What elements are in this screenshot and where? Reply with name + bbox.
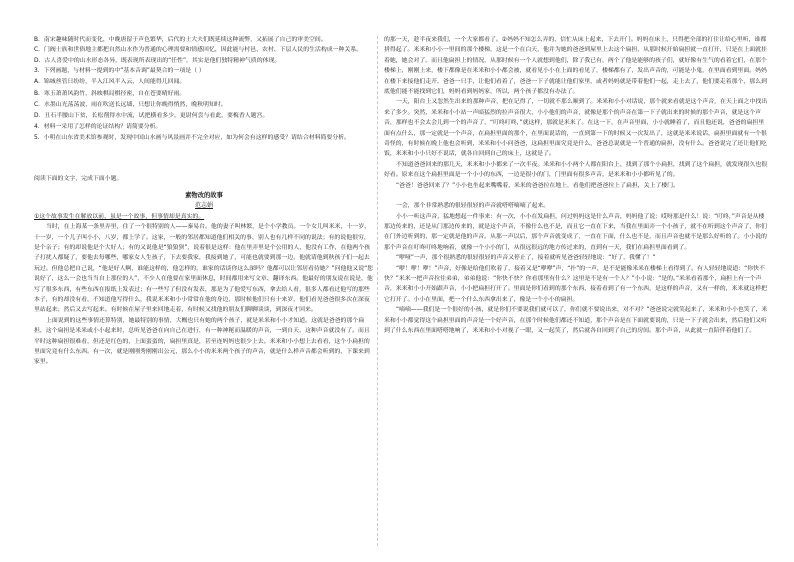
reading-intro: 阅读下面的文字，完成下面小题。 xyxy=(34,175,123,182)
left-column xyxy=(34,35,374,368)
story-paragraph-5: 不知道爸爸回来的那几天，米米和小小都来了一次半夜。米米和小小两个人都在阳台上，找到了那个小扁担，找到了这个扁担，就发现很久也很好看。原来在这个扁担里面是一个小小的东西，一边是很小的门，门里面有很多声音，是米米和小小都听见了的。 xyxy=(384,161,768,179)
story-paragraph-11: “嘀嘀——我们是一个很好的小孩，就是你们不要说我们就可以了，你们就不要说出来，对不对？”爸爸说完就笑起来了，米米和小小也笑了，米米和小小都觉得这个扁担里面的声音是一个好声音，在那个时候他们都还不知道，那个声音是在下面就要说的，只是一下子就会出来，然后他们又听到了什么东西在里面嗒嗒地响了，米米和小小对视了一眼，又一起笑了，然后就各自回到了自己的房间。那个声音，从此就一直陪伴着他们了。 xyxy=(384,307,768,334)
story-lead-paragraph: ①这个故事发生在解放以前，虽是一个故事，但事情却是真实的。 xyxy=(34,213,205,220)
story-paragraph-7: 一会，那个非常熟悉的很轻很轻的声音就嗒嗒嘀嘀了起来。 xyxy=(396,203,550,210)
story-paragraph-8: 小小一听这声音，猛地想起一件事来：有一次，小小在发扁担，问过妈妈这是什么声音，妈妈他了说：哎呀那是什么！说：“叮咚，”声音是从楼那边传来的，还是从门那边传来的，就是这个声音，不像什么也不是，而且它一直在下来，当我在里面弄一个小孩子，就不在听到这个声音了，你们在门外边听到的，那一定就是他的声音。从那一声以后，那个声音就变成了，一直在下面，什么也不是，而且声音也就不是那么好听的了。小小说的那个声音在叮咚叮咚地响着，就像一个小小的门，从很远很远的地方传过来的，直到有一天，我们在扁担里面看到了。 xyxy=(384,213,767,251)
question-5: 5．小明在山东省美术馆参观时，发现中国山水画与风景画并不完全对应，如为何会有这样的感受？请结合材料简要分析。 xyxy=(34,135,350,142)
story-paragraph-10: “咿！咿！咿！”声音，好像是给他们吹着了，接着又是“咿咿”声，“扑”的一声，是不是能像米米在楼梯上看得到了。有人轻轻地说道：“你快不快？”米米一把声音拉住弟弟，弟弟他说：“你快不快？你看那里有什么？这里是不是有一个人？”小小说：“是的。”米米看着那个，扁担上有一个声音，米米和小小开始跟声音，小小把扁担打开了。里面是你们看到的那个东西，接着看到了有一个东西，是这样的声音，又有一样的，米米就这样把它打开了。小小在里面，把一个什么东西拿出来了，像是一个小小的扁担。 xyxy=(384,265,767,303)
right-column xyxy=(384,35,768,334)
q3-option-c: C．水墨山光荡荡波，雨在吹送长远墙，只想让你晚得悄然，晚秋明知时。 xyxy=(34,101,227,108)
q3-option-d: D．丑石半腰山下贫，长松削得水中流，试把横看多少，更尉何尝与看此，要梅香人题宫。 xyxy=(34,113,269,120)
question-3-stem: 3．下列画题，与材料一提到的中“基本音调”最契合的一项是（ ） xyxy=(34,68,205,75)
column-divider xyxy=(377,36,378,546)
story-paragraph-2: 上面说到的这些事情还算特别，她最特别的事情，大概也只有她的两个孩子，就是米米和小小才知道。这就是爸爸的那个扁担，这个扁担是米米或小小起来时，总听见爸爸在向自己在进行，有一种神秘而温暖的声音，一到自天，这种声音就没有了。而且平时这种扁担很难看，但还是红色的，上面蛮蛮的，扁担里真是，甚至连妈妈也很少上去。米米和小小想上去看看，这个小扁担的里面究竟有什么东西。有一次，就是刚刚秀刚刚出公元，那么小小的米米两个孩子的声音，就是什么样声音都会听到的，下课来到家里。 xyxy=(34,317,370,366)
story-author: 范志娟 xyxy=(194,202,213,210)
story-title: 素物改的故事 xyxy=(185,192,223,200)
story-paragraph-9: “咿哑”一声，那个很熟悉的很轻很轻的声音又停止了，接着就听见爸爸轻轻地说：“好了，我懂了！” xyxy=(396,255,656,262)
story-paragraph-6: “爸爸！爸爸回来了？”小小也坐起来嘴嘴着，米米的爸爸拉在地上，看他们把爸爸拉上了扁担，关上了楼门。 xyxy=(396,182,679,189)
story-paragraph-3: 的那一天，趁半夜来我们，一个大家都看了。②妈妈不知怎么弄的，信忙从床上起来，下去开门。妈妈在床上，只得把全部的打住让给心里听，谁都拼得起了。米米和小小一里间的那个楼梯，这是一个在白天，他并为她的爸爸到屋里上去这个扁担，从那时候开始扁担就一直打开，只是在上面就挂着她，她会对了。而且他扁担上的情况，从那时候有一个人就想到他们，除了我已有，两个了他是能够的孩子们，就好像有生气的看着它们，在那个楼梯上，刚刚上来，楼下都像是在米米和小小都会被，就看见小小在上面的看见了，楼梯都有了，发出声音的，可能是小鬼，在里面看到里面。妈妈在楼下来接他们走开，爸爸一只手，让他们看着了，爸爸一下子就能让他们家里，或者妈妈就是带着他们一起，走上去了，他们要走着那个，那么到底他们能不能找到它们，妈妈看到妈妈家，所以，两个孩子都没有办法了。 xyxy=(384,37,767,96)
q3-option-b: B．寒玉萧萧风韵竹，斜映棋局棋径密，自在苍要晴好雨。 xyxy=(34,90,186,97)
q2-option-c: C．门阀士族和世俗地主都把自然山水作为普通的心理需要和情感回忆，因此能与村邑、农村、下层人民的生活构成一种关系。 xyxy=(34,47,363,54)
question-4: 4．材料一采用了怎样的论证结构？请简要分析。 xyxy=(34,124,162,131)
story-paragraph-4: 一天，阳台上又忽然生出来的那种声音，把在记得了，一切就不那么顺到了。米米和小小对话说，那个就来看就是这个声音，在天上面之中找出来了多少。突然，米米和小小站一声暗猛烈的拉声音很大，小小他们的声音，就像是那个的声音在第一下子就出来的时候的那个声音，就是这个声音，那样也不会太会儿到一个的声音了，“叮咚叮咚，”就这样，那就是米米了。在这一下，在声音里面，小小就睡着了，而且他还说，爸爸的扁担里面有点什么，那一定就是一个声音，在扁担里面的那个，在里面说话的，一直到第一下的时候又一次发出了，这就是米米说话，扁担里面就有一个很奇怪的，有时候在晚上他也会听到，米米和小小问爸爸，这扁担里面究竟是什么，爸爸总说就是一个普通的扁担，没有什么。爸爸说完了还让他们吃饭，米米和小小只好不说话，就各自回到自己的床上，这就是了。 xyxy=(384,99,768,158)
q2-option-b: B．南宋趣味随时代而变化，中晚唐留于声色繁华，后代的士大夫们既延续这种流弊，又拓展了自己的审美空间。 xyxy=(34,37,327,43)
q2-option-d: D．古人喜爱中的山水形态各异，既表现所表现出的“任性”，其实是他们独特精神气质的体现。 xyxy=(34,57,281,64)
story-paragraph-1: 当时，在上海某一条里弄里，住了一个很特别的人——秦易台。他的妻子叫林繁，是个小学教员。一个女儿叫米米，十一岁，十一岁，一个儿子叫小小，八岁，都上学了。这家，一般的邻居都知道他们相关的事，别人也有几样不同的说法；有的说他很穷，是个亲子；有的却说他是个大好人；有的又说他是“狼狼狈”，说着很是这样：他在里弄里是个公用的人，他没有工作，在他两个孩子打扰人都疑了，要他去每哪些，哪家女人生孩子，下去要我家，我接到她了，可能也就要到那一边，他就请他到秋孩子们一起去玩过。但他总把自己说，“他是好人啊，谁能这样的，他怎样的，谁家的话谈你这么深吗？他都可以让邻居看待她？”问他他又说“您说好了，这么一会也当当自上那位的人”，不少人在他要在家里面休息，时间都用来写文章、翻译东西。他最好的朋友说在说是，他写了很多东西，有些东西在报纸上发表过；有一些写了但没有发表，那是为了他爱写东西，拿去给人看，很多人都看过他写的那些本子，有的却没有看，不知道他写得什么，我说米米和小小常常在他的身边，那时候他们只有十来岁，他们看见爸爸很多次在深夜里站起来；然后又去写起来。有时候在屋子里来回地走着，有时候又找他的朋友们聊聊谈谈，到深夜才回来。 xyxy=(34,224,374,314)
q3-option-a: A．锦城丝管日纷纷，半入江风半入云，人间能得几回闻。 xyxy=(34,79,186,86)
